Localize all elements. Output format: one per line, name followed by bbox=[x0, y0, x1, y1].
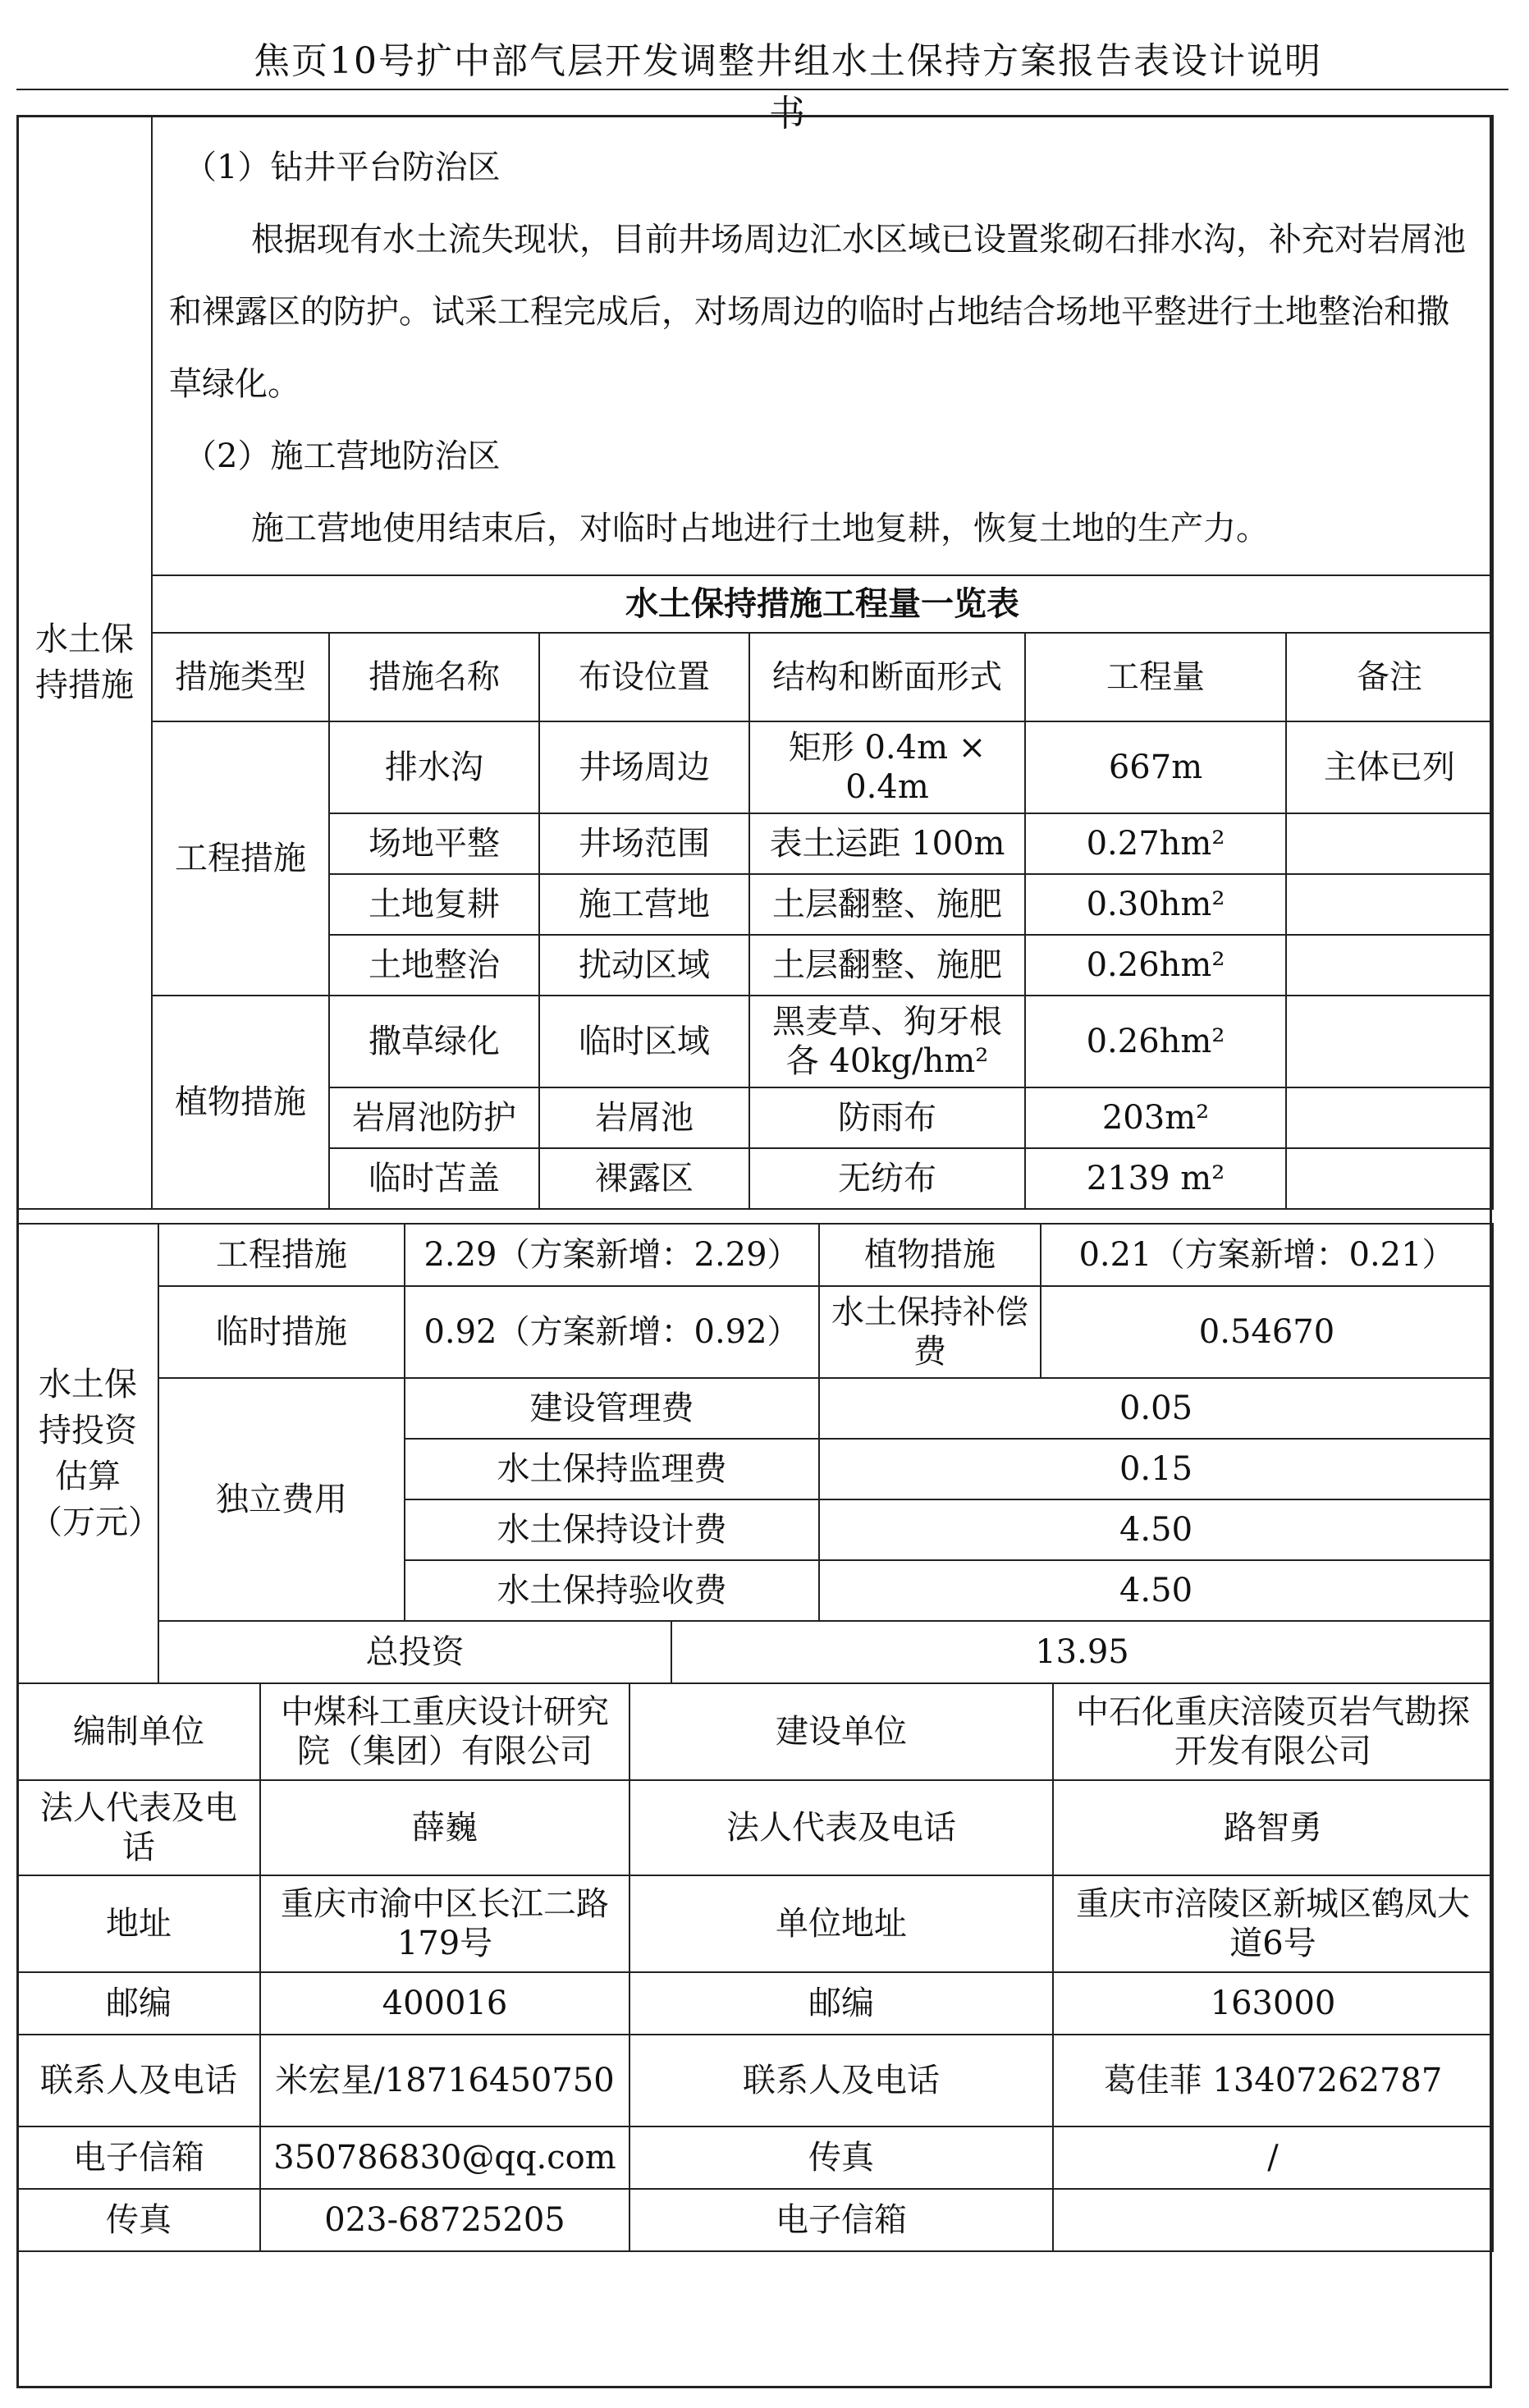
table-cell bbox=[1286, 813, 1493, 874]
contact-value: / bbox=[1053, 2126, 1493, 2189]
table-cell: 防雨布 bbox=[749, 1087, 1025, 1148]
table-cell: 施工营地 bbox=[539, 874, 749, 935]
table-cell bbox=[1286, 1148, 1493, 1209]
table-cell: 2139 m² bbox=[1025, 1148, 1286, 1209]
contact-label: 传真 bbox=[629, 2126, 1053, 2189]
contact-label: 联系人及电话 bbox=[17, 2035, 260, 2126]
investment-side-label: 水土保持投资估算（万元） bbox=[17, 1224, 158, 1683]
table-cell: 667m bbox=[1025, 721, 1286, 813]
contact-label: 地址 bbox=[17, 1875, 260, 1972]
camp-heading: （2）施工营地防治区 bbox=[184, 437, 501, 475]
contact-value bbox=[1053, 2189, 1493, 2251]
plant-value: 0.21（方案新增：0.21） bbox=[1041, 1224, 1493, 1286]
header-rule bbox=[16, 89, 1508, 90]
measures-table bbox=[16, 115, 1494, 1210]
fee-value: 4.50 bbox=[819, 1560, 1493, 1621]
table-cell: 土地整治 bbox=[329, 935, 539, 996]
table-cell: 0.30hm² bbox=[1025, 874, 1286, 935]
table-cell: 矩形 0.4m × 0.4m bbox=[749, 721, 1025, 813]
table-cell bbox=[1286, 874, 1493, 935]
table-cell: 土层翻整、施肥 bbox=[749, 935, 1025, 996]
table-cell: 场地平整 bbox=[329, 813, 539, 874]
document-header: 焦页10号扩中部气层开发调整井组水土保持方案报告表设计说明书 bbox=[254, 40, 1322, 135]
plant-label: 植物措施 bbox=[819, 1224, 1041, 1286]
contact-value: 350786830@qq.com bbox=[260, 2126, 629, 2189]
contact-value: 023-68725205 bbox=[260, 2189, 629, 2251]
contacts-table bbox=[16, 1682, 1494, 2252]
table-cell: 表土运距 100m bbox=[749, 813, 1025, 874]
contact-value: 中煤科工重庆设计研究院（集团）有限公司 bbox=[260, 1683, 629, 1780]
camp-paragraph: 施工营地使用结束后，对临时占地进行土地复耕，恢复土地的生产力。 bbox=[251, 510, 1269, 547]
fee-value: 0.15 bbox=[819, 1439, 1493, 1499]
independent-label: 独立费用 bbox=[158, 1378, 405, 1621]
measures-description bbox=[152, 116, 1493, 575]
table-cell: 排水沟 bbox=[329, 721, 539, 813]
contact-label: 联系人及电话 bbox=[629, 2035, 1053, 2126]
contact-label: 邮编 bbox=[629, 1972, 1053, 2035]
contact-value: 米宏星/18716450750 bbox=[260, 2035, 629, 2126]
contact-value: 路智勇 bbox=[1053, 1780, 1493, 1875]
compensation-value: 0.54670 bbox=[1041, 1286, 1493, 1378]
contact-label: 编制单位 bbox=[17, 1683, 260, 1780]
drill-platform-heading: （1）钻井平台防治区 bbox=[184, 149, 501, 186]
contact-label: 电子信箱 bbox=[17, 2126, 260, 2189]
contact-label: 传真 bbox=[17, 2189, 260, 2251]
fee-label: 建设管理费 bbox=[405, 1378, 819, 1439]
column-header: 备注 bbox=[1286, 633, 1493, 721]
column-header: 措施名称 bbox=[329, 633, 539, 721]
table-cell: 主体已列 bbox=[1286, 721, 1493, 813]
table-cell: 土地复耕 bbox=[329, 874, 539, 935]
table-cell bbox=[1286, 935, 1493, 996]
contact-value: 葛佳菲 13407262787 bbox=[1053, 2035, 1493, 2126]
contact-value: 163000 bbox=[1053, 1972, 1493, 2035]
contact-value: 400016 bbox=[260, 1972, 629, 2035]
table-cell: 岩屑池 bbox=[539, 1087, 749, 1148]
investment-table bbox=[16, 1223, 1494, 1684]
column-header: 结构和断面形式 bbox=[749, 633, 1025, 721]
fee-label: 水土保持监理费 bbox=[405, 1439, 819, 1499]
table-cell: 0.26hm² bbox=[1025, 996, 1286, 1087]
measure-type-cell: 工程措施 bbox=[152, 721, 329, 996]
contact-label: 建设单位 bbox=[629, 1683, 1053, 1780]
total-label: 总投资 bbox=[158, 1621, 671, 1683]
drill-platform-paragraph: 根据现有水土流失现状，目前井场周边汇水区域已设置浆砌石排水沟，补充对岩屑池和裸露区的防护。试采工程完成后，对场周边的临时占地结合场地平整进行土地整治和撒草绿化。 bbox=[169, 221, 1466, 403]
quantity-table-title: 水土保持措施工程量一览表 bbox=[152, 575, 1493, 633]
contact-label: 邮编 bbox=[17, 1972, 260, 2035]
fee-value: 0.05 bbox=[819, 1378, 1493, 1439]
fee-label: 水土保持设计费 bbox=[405, 1499, 819, 1560]
engineering-label: 工程措施 bbox=[158, 1224, 405, 1286]
measures-side-label: 水土保持措施 bbox=[17, 116, 152, 1209]
fee-value: 4.50 bbox=[819, 1499, 1493, 1560]
compensation-label: 水土保持补偿费 bbox=[819, 1286, 1041, 1378]
contact-value: 薛巍 bbox=[260, 1780, 629, 1875]
contact-label: 单位地址 bbox=[629, 1875, 1053, 1972]
table-cell: 203m² bbox=[1025, 1087, 1286, 1148]
total-value: 13.95 bbox=[671, 1621, 1493, 1683]
table-cell: 临时区域 bbox=[539, 996, 749, 1087]
temporary-value: 0.92（方案新增：0.92） bbox=[405, 1286, 819, 1378]
table-cell: 岩屑池防护 bbox=[329, 1087, 539, 1148]
table-cell bbox=[1286, 996, 1493, 1087]
table-cell: 黑麦草、狗牙根各 40kg/hm² bbox=[749, 996, 1025, 1087]
contact-value: 重庆市渝中区长江二路179号 bbox=[260, 1875, 629, 1972]
contact-value: 中石化重庆涪陵页岩气勘探开发有限公司 bbox=[1053, 1683, 1493, 1780]
table-cell: 裸露区 bbox=[539, 1148, 749, 1209]
fee-label: 水土保持验收费 bbox=[405, 1560, 819, 1621]
table-cell: 土层翻整、施肥 bbox=[749, 874, 1025, 935]
column-header: 布设位置 bbox=[539, 633, 749, 721]
table-cell: 井场周边 bbox=[539, 721, 749, 813]
engineering-value: 2.29（方案新增：2.29） bbox=[405, 1224, 819, 1286]
table-cell: 扰动区域 bbox=[539, 935, 749, 996]
contact-label: 电子信箱 bbox=[629, 2189, 1053, 2251]
table-cell bbox=[1286, 1087, 1493, 1148]
measure-type-cell: 植物措施 bbox=[152, 996, 329, 1209]
temporary-label: 临时措施 bbox=[158, 1286, 405, 1378]
column-header: 措施类型 bbox=[152, 633, 329, 721]
table-cell: 无纺布 bbox=[749, 1148, 1025, 1209]
table-cell: 撒草绿化 bbox=[329, 996, 539, 1087]
table-cell: 0.26hm² bbox=[1025, 935, 1286, 996]
table-cell: 井场范围 bbox=[539, 813, 749, 874]
table-cell: 0.27hm² bbox=[1025, 813, 1286, 874]
column-header: 工程量 bbox=[1025, 633, 1286, 721]
table-cell: 临时苫盖 bbox=[329, 1148, 539, 1209]
contact-label: 法人代表及电话 bbox=[629, 1780, 1053, 1875]
contact-label: 法人代表及电话 bbox=[17, 1780, 260, 1875]
contact-value: 重庆市涪陵区新城区鹤凤大道6号 bbox=[1053, 1875, 1493, 1972]
